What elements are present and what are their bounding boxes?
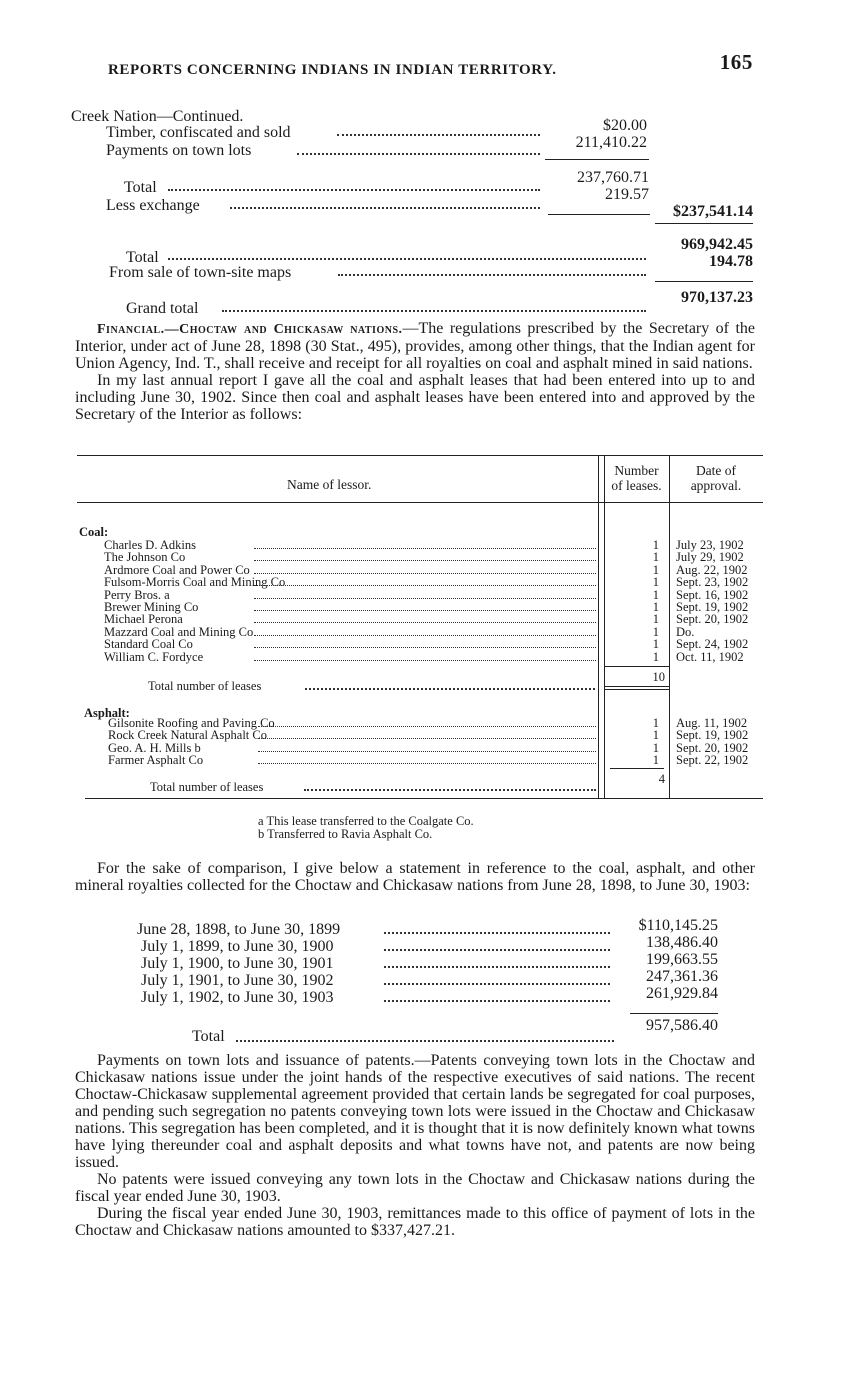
leader-dots (254, 573, 596, 574)
lease-count: 1 (652, 562, 659, 577)
period-label: July 1, 1901, to June 30, 1902 (141, 972, 334, 989)
leader-dots (384, 966, 610, 968)
sum-rule (545, 159, 649, 160)
running-title: REPORTS CONCERNING INDIANS IN INDIAN TERRITORY. (108, 62, 557, 78)
approval-date: Sept. 20, 1902 (676, 740, 749, 755)
leader-dots (168, 258, 646, 260)
total2-amount: 969,942.45 (681, 236, 753, 253)
total-amount: 237,760.71 (577, 169, 649, 186)
period-label: June 28, 1898, to June 30, 1899 (137, 921, 341, 938)
patents-para-3: During the fiscal year ended June 30, 1903, remittances made to this office of payment of lots in the Choctaw and Chickasaw nations amounted to $337,427.21. (75, 1205, 755, 1239)
leader-dots (338, 274, 646, 276)
asphalt-total-label: Total number of leases (150, 780, 264, 794)
lease-count: 1 (652, 538, 659, 552)
lessor-name: Mazzard Coal and Mining Co (104, 624, 254, 639)
asphalt-total-number: 4 (658, 772, 665, 786)
footnote-a: a This lease transferred to the Coalgate Co. (258, 814, 474, 828)
period-label: July 1, 1902, to June 30, 1903 (141, 989, 334, 1006)
lessor-name: Farmer Asphalt Co (108, 752, 204, 767)
leader-dots (168, 189, 540, 191)
comparison-total-label: Total (192, 1028, 225, 1045)
lease-count: 1 (652, 649, 659, 664)
sum-rule (605, 689, 669, 690)
lease-count: 1 (652, 716, 659, 730)
lease-count: 1 (652, 600, 659, 614)
grand-total-amount: 970,137.23 (681, 289, 753, 306)
leader-dots (258, 738, 596, 739)
lease-count: 1 (652, 752, 659, 767)
sum-rule (605, 666, 669, 667)
patents-para-1: Payments on town lots and issuance of patents.—Patents conveying town lots in the Choctaw and Chickasaw nations issue under the joint hands of the respective executives of said nations. The recent Choctaw-Chickasaw supplemental agreement provided that certain lands be segregated for coal purposes, and pending such segregation no patents conveying town lots were issued in the Choctaw and Chickasaw nations. This segregation has been completed, and it is thought that it is now definitely known what towns have lying thereunder coal and asphalt deposits and what towns have not, and patents are now being issued. (75, 1052, 755, 1171)
page-number: 165 (719, 50, 753, 74)
approval-date: Do. (676, 624, 695, 639)
leader-dots (297, 153, 540, 155)
lease-count: 1 (652, 624, 659, 639)
period-amount: 138,486.40 (646, 934, 718, 951)
leader-dots (258, 763, 596, 764)
approval-date: Aug. 22, 1902 (676, 562, 748, 577)
leader-dots (254, 598, 596, 599)
leader-dots (222, 310, 646, 312)
sum-rule (605, 686, 669, 687)
col-header-date: Date of approval. (690, 463, 742, 493)
financial-para-2: In my last annual report I gave all the coal and asphalt leases that had been entered into up to and including June 30, 1902. Since then coal and asphalt leases have been entered into and approved by the Secretary of the Interior as follows: (75, 372, 755, 423)
col-header-number: Number of leases. (611, 463, 662, 493)
comparison-para: For the sake of comparison, I give below a statement in reference to the coal, asphalt, and other mineral royalties collected for the Choctaw and Chickasaw nations from June 28, 1898, to June 30, 1903: (75, 860, 755, 894)
sum-rule (548, 214, 650, 215)
lessor-name: Perry Bros. a (104, 587, 170, 602)
lessor-name: Geo. A. H. Mills b (108, 740, 201, 755)
net-amount: $237,541.14 (673, 203, 753, 220)
leader-dots (304, 789, 596, 791)
lessor-name: Gilsonite Roofing and Paving Co (108, 716, 275, 730)
leader-dots (337, 134, 540, 136)
leader-dots (254, 560, 596, 561)
leader-dots (384, 932, 610, 934)
creek-heading: Creek Nation—Continued. (71, 108, 244, 125)
leader-dots (305, 688, 595, 690)
approval-date: Sept. 19, 1902 (676, 600, 749, 614)
sum-rule (655, 281, 753, 282)
total2-label: Total (126, 249, 159, 266)
table-top-rule (77, 455, 763, 456)
table-header-rule (77, 502, 763, 503)
timber-amount: $20.00 (603, 117, 647, 134)
financial-para-1: Financial.—Choctaw and Chickasaw nations.—The regulations prescribed by the Secretary of the Interior, under act of June 28, 1898 (30 Stat., 495), provides, among other things, that the Indian agent for Union Agency, Ind. T., shall receive and receipt for all royalties on coal and asphalt mined in said nations. (75, 320, 755, 372)
less-exchange-label: Less exchange (106, 197, 200, 214)
lessor-name: Standard Coal Co (104, 637, 193, 652)
approval-date: Sept. 23, 1902 (676, 575, 749, 590)
leader-dots (384, 949, 610, 951)
column-divider (598, 455, 599, 798)
lessor-name: Brewer Mining Co (104, 600, 199, 614)
lease-count: 1 (652, 740, 659, 755)
footnote-b: b Transferred to Ravia Asphalt Co. (258, 827, 433, 841)
patents-para-2: No patents were issued conveying any town lots in the Choctaw and Chickasaw nations during the fiscal year ended June 30, 1903. (75, 1171, 755, 1205)
lessor-name: Ardmore Coal and Power Co (104, 562, 250, 577)
town-lots-label: Payments on town lots (106, 142, 252, 159)
lease-count: 1 (652, 637, 659, 652)
leader-dots (254, 548, 596, 549)
approval-date: Sept. 16, 1902 (676, 587, 749, 602)
lessor-name: The Johnson Co (104, 550, 186, 565)
approval-date: Sept. 20, 1902 (676, 612, 749, 627)
less-exchange-amount: 219.57 (605, 186, 649, 203)
lessor-name: William C. Fordyce (104, 649, 204, 664)
approval-date: Sept. 22, 1902 (676, 752, 749, 767)
grand-total-label: Grand total (126, 300, 199, 317)
column-divider (669, 455, 670, 798)
leader-dots (254, 610, 596, 611)
maps-amount: 194.78 (709, 253, 753, 270)
period-amount: 247,361.36 (646, 968, 718, 985)
lease-count: 1 (652, 587, 659, 602)
maps-label: From sale of town-site maps (109, 264, 292, 281)
period-amount: 199,663.55 (646, 951, 718, 968)
table-bottom-rule (85, 798, 763, 799)
coal-total-number: 10 (652, 670, 665, 684)
leader-dots (254, 660, 596, 661)
col-header-name: Name of lessor. (287, 477, 372, 492)
period-amount: 261,929.84 (646, 985, 718, 1002)
lease-count: 1 (652, 728, 659, 743)
leader-dots (254, 635, 596, 636)
timber-label: Timber, confiscated and sold (106, 124, 291, 141)
approval-date: Oct. 11, 1902 (676, 649, 744, 664)
sum-rule (610, 768, 664, 769)
financial-heading: Financial.—Choctaw and Chickasaw nations. (97, 322, 403, 337)
period-label: July 1, 1900, to June 30, 1901 (141, 955, 334, 972)
approval-date: Aug. 11, 1902 (676, 716, 748, 730)
coal-total-label: Total number of leases (148, 679, 262, 693)
period-amount: $110,145.25 (638, 917, 718, 934)
leader-dots (254, 622, 596, 623)
leader-dots (258, 751, 596, 752)
sum-rule (655, 223, 753, 224)
total-label: Total (124, 179, 157, 196)
lessor-name: Michael Perona (104, 612, 183, 627)
period-label: July 1, 1899, to June 30, 1900 (141, 938, 334, 955)
coal-heading: Coal: (79, 525, 109, 539)
approval-date: Sept. 19, 1902 (676, 728, 749, 743)
lease-count: 1 (652, 575, 659, 590)
financial-section (75, 320, 755, 423)
comparison-total-amount: 957,586.40 (646, 1017, 718, 1034)
approval-date: July 29, 1902 (676, 550, 744, 565)
lessor-name: Fulsom-Morris Coal and Mining Co (104, 575, 286, 590)
lease-count: 1 (652, 612, 659, 627)
leader-dots (230, 207, 540, 209)
approval-date: July 23, 1902 (676, 538, 744, 552)
town-lots-amount: 211,410.22 (575, 134, 647, 151)
leader-dots (258, 726, 596, 727)
lease-count: 1 (652, 550, 659, 565)
leader-dots (384, 1000, 610, 1002)
approval-date: Sept. 24, 1902 (676, 637, 749, 652)
patents-section (75, 1052, 755, 1239)
leader-dots (254, 647, 596, 648)
asphalt-heading: Asphalt: (84, 706, 130, 720)
leader-dots (236, 1040, 614, 1042)
sum-rule (630, 1013, 718, 1014)
lessor-name: Rock Creek Natural Asphalt Co (108, 728, 267, 743)
leader-dots (384, 983, 610, 985)
lessor-name: Charles D. Adkins (104, 538, 197, 552)
leader-dots (254, 585, 596, 586)
